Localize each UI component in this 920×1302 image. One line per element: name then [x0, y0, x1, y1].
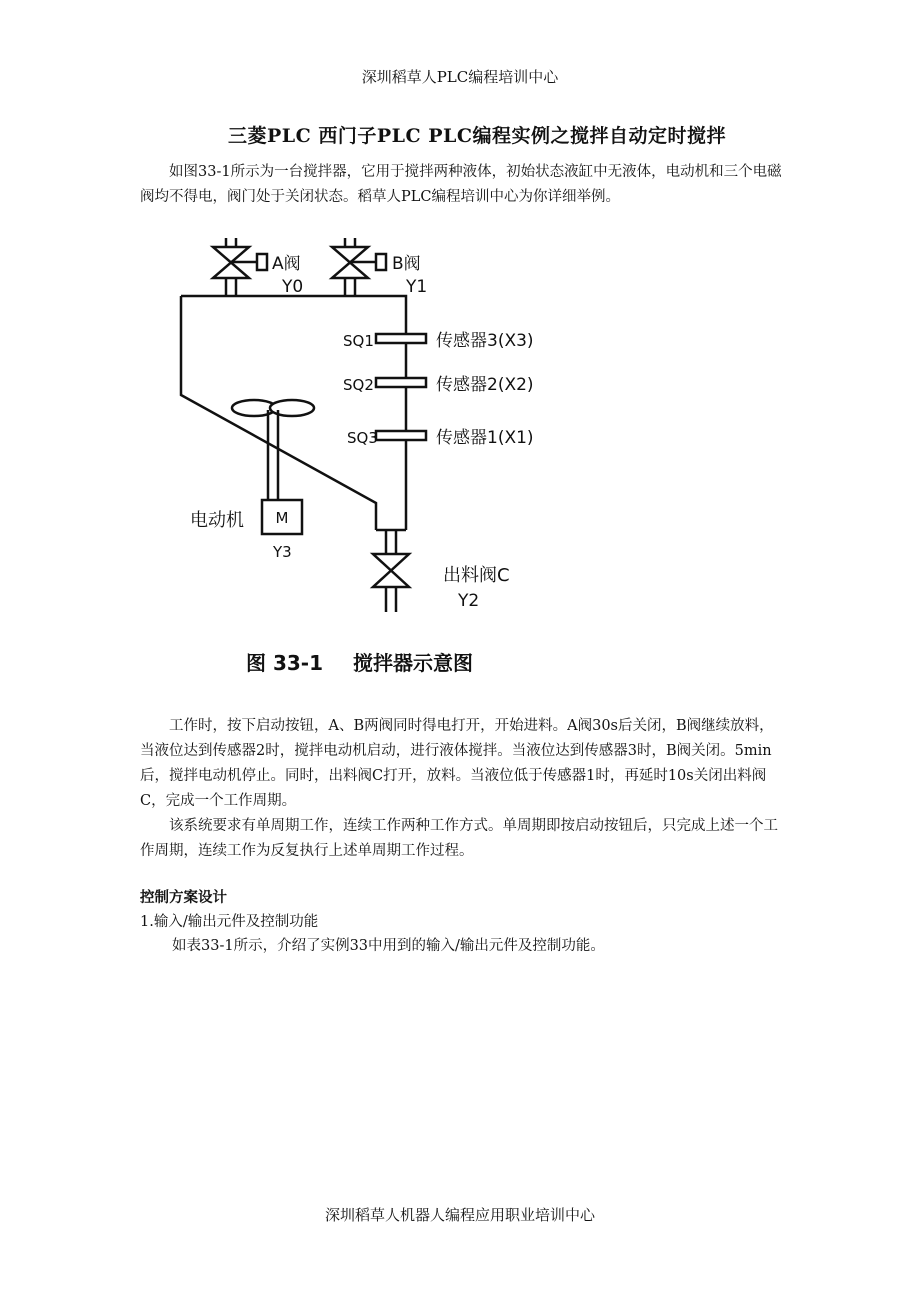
motor-symbol: M: [275, 509, 289, 527]
document-title: 三菱PLC 西门子PLC PLC编程实例之搅拌自动定时搅拌: [228, 125, 727, 147]
sensor-3-label: 传感器3(X3): [436, 331, 534, 351]
sensor-sq3-tag: SQ3: [347, 429, 378, 447]
intro-text: 如图33-1所示为一台搅拌器，它用于搅拌两种液体，初始状态液缸中无液体，电动机和三个电磁阀均不得电，阀门处于关闭状态。稻草人PLC编程培训中心为你详细举例。: [140, 164, 782, 205]
motor-label: 电动机: [190, 510, 244, 531]
sensor-2-label: 传感器2(X2): [436, 375, 534, 395]
valve-a-label: A阀: [272, 254, 301, 274]
valve-a-symbol: [213, 238, 267, 296]
section-subheading: 1.输入/输出元件及控制功能: [140, 914, 319, 930]
sensor-sq2-tag: SQ2: [343, 376, 374, 394]
valve-b-symbol: [332, 238, 386, 296]
page-footer: 深圳稻草人机器人编程应用职业培训中心: [324, 1206, 595, 1224]
sensor-sq1: [376, 334, 426, 343]
sensor-1-label: 传感器1(X1): [436, 428, 534, 448]
valve-c-symbol: [373, 530, 409, 612]
sensor-sq2: [376, 378, 426, 387]
valve-a-address: Y0: [282, 277, 304, 297]
figure-number: 图 33-1: [246, 651, 324, 675]
operation-paragraph: 工作时，按下启动按钮，A、B两阀同时得电打开，开始进料。A阀30s后关闭，B阀继续放料，当液位达到传感器2时，搅拌电动机启动，进行液体搅拌。当液位达到传感器3时，B阀关闭。5min后，搅拌电动机停止。同时，出料阀C打开，放料。当液位低于传感器1时，再延时10s关闭出料阀C，完成一个工作周期。: [140, 718, 774, 809]
agitator: [232, 400, 314, 500]
section-text: 如表33-1所示，介绍了实例33中用到的输入/输出元件及控制功能。: [172, 938, 605, 954]
valve-c-address: Y2: [458, 591, 480, 611]
valve-c-label: 出料阀C: [443, 565, 510, 586]
sensor-sq3: [376, 431, 426, 440]
sensor-sq1-tag: SQ1: [343, 332, 374, 350]
section-heading: 控制方案设计: [140, 889, 227, 906]
mode-paragraph: 该系统要求有单周期工作，连续工作两种工作方式。单周期即按启动按钮后，只完成上述一个工作周期，连续工作为反复执行上述单周期工作过程。: [140, 818, 778, 859]
figure-caption: 搅拌器示意图: [353, 651, 473, 675]
page-header: 深圳稻草人PLC编程培训中心: [361, 68, 559, 86]
body-paragraphs: [140, 714, 785, 864]
valve-b-label: B阀: [392, 254, 421, 274]
valve-b-address: Y1: [406, 277, 428, 297]
motor-address: Y3: [273, 543, 292, 561]
